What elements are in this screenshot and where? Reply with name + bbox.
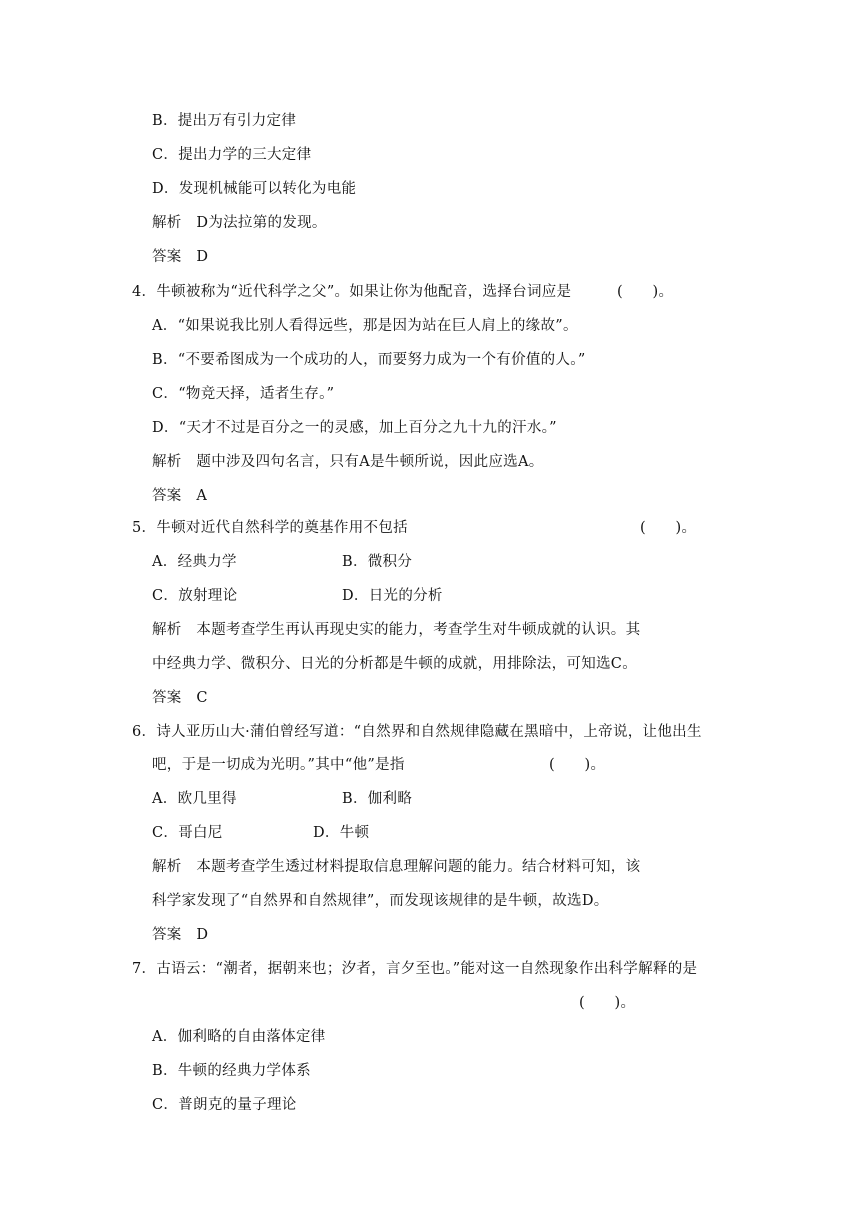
q4-stem: 4．牛顿被称为“近代科学之父”。如果让你为他配音，选择台词应是: [132, 284, 572, 300]
q5-option-a: A．经典力学: [152, 554, 237, 570]
q7-answer-paren: ( )。: [579, 995, 636, 1011]
q4-option-c: C．“物竞天择，适者生存。”: [152, 386, 335, 402]
q5-answer-paren: ( )。: [640, 520, 697, 536]
q7-stem: 7．古语云：“潮者，据朝来也；汐者，言夕至也。”能对这一自然现象作出科学解释的是: [132, 961, 698, 977]
q7-option-c: C．普朗克的量子理论: [152, 1097, 297, 1113]
q5-option-b: B．微积分: [342, 554, 413, 570]
q5-stem: 5．牛顿对近代自然科学的奠基作用不包括: [132, 520, 408, 536]
q6-answer: 答案 D: [152, 927, 209, 943]
q5-option-c: C．放射理论: [152, 588, 238, 604]
q3-option-d: D．发现机械能可以转化为电能: [152, 181, 357, 197]
q5-analysis-line-1: 解析 本题考查学生再认再现史实的能力，考查学生对牛顿成就的认识。其: [152, 622, 641, 638]
q4-option-d: D．“天才不过是百分之一的灵感，加上百分之九十九的汗水。”: [152, 420, 557, 436]
q3-option-b: B．提出万有引力定律: [152, 113, 297, 129]
q3-answer: 答案 D: [152, 249, 209, 265]
q6-analysis-line-1: 解析 本题考查学生透过材料提取信息理解问题的能力。结合材料可知，该: [152, 859, 641, 875]
q6-option-d: D．牛顿: [313, 825, 370, 841]
q4-answer: 答案 A: [152, 488, 208, 504]
q3-analysis: 解析 D为法拉第的发现。: [152, 215, 327, 231]
q4-option-a: A．“如果说我比别人看得远些，那是因为站在巨人肩上的缘故”。: [152, 318, 578, 334]
q6-analysis-line-2: 科学家发现了“自然界和自然规律”，而发现该规律的是牛顿，故选D。: [152, 893, 609, 909]
q6-option-b: B．伽利略: [342, 791, 413, 807]
q5-answer: 答案 C: [152, 690, 208, 706]
q5-option-d: D．日光的分析: [342, 588, 443, 604]
q6-stem-line-1: 6．诗人亚历山大·蒲伯曾经写道：“自然界和自然规律隐藏在黑暗中，上帝说，让他出生: [132, 724, 702, 740]
q4-option-b: B．“不要希图成为一个成功的人，而要努力成为一个有价值的人。”: [152, 352, 586, 368]
q7-option-b: B．牛顿的经典力学体系: [152, 1063, 311, 1079]
q4-analysis: 解析 题中涉及四句名言，只有A是牛顿所说，因此应选A。: [152, 454, 544, 470]
q5-analysis-line-2: 中经典力学、微积分、日光的分析都是牛顿的成就，用排除法，可知选C。: [152, 656, 637, 672]
q6-option-a: A．欧几里得: [152, 791, 237, 807]
q6-stem-line-2: 吧，于是一切成为光明。”其中“他”是指: [152, 757, 405, 773]
q4-answer-paren: ( )。: [617, 284, 674, 300]
q6-answer-paren: ( )。: [549, 757, 606, 773]
q7-option-a: A．伽利略的自由落体定律: [152, 1029, 326, 1045]
q6-option-c: C．哥白尼: [152, 825, 223, 841]
q3-option-c: C．提出力学的三大定律: [152, 147, 312, 163]
